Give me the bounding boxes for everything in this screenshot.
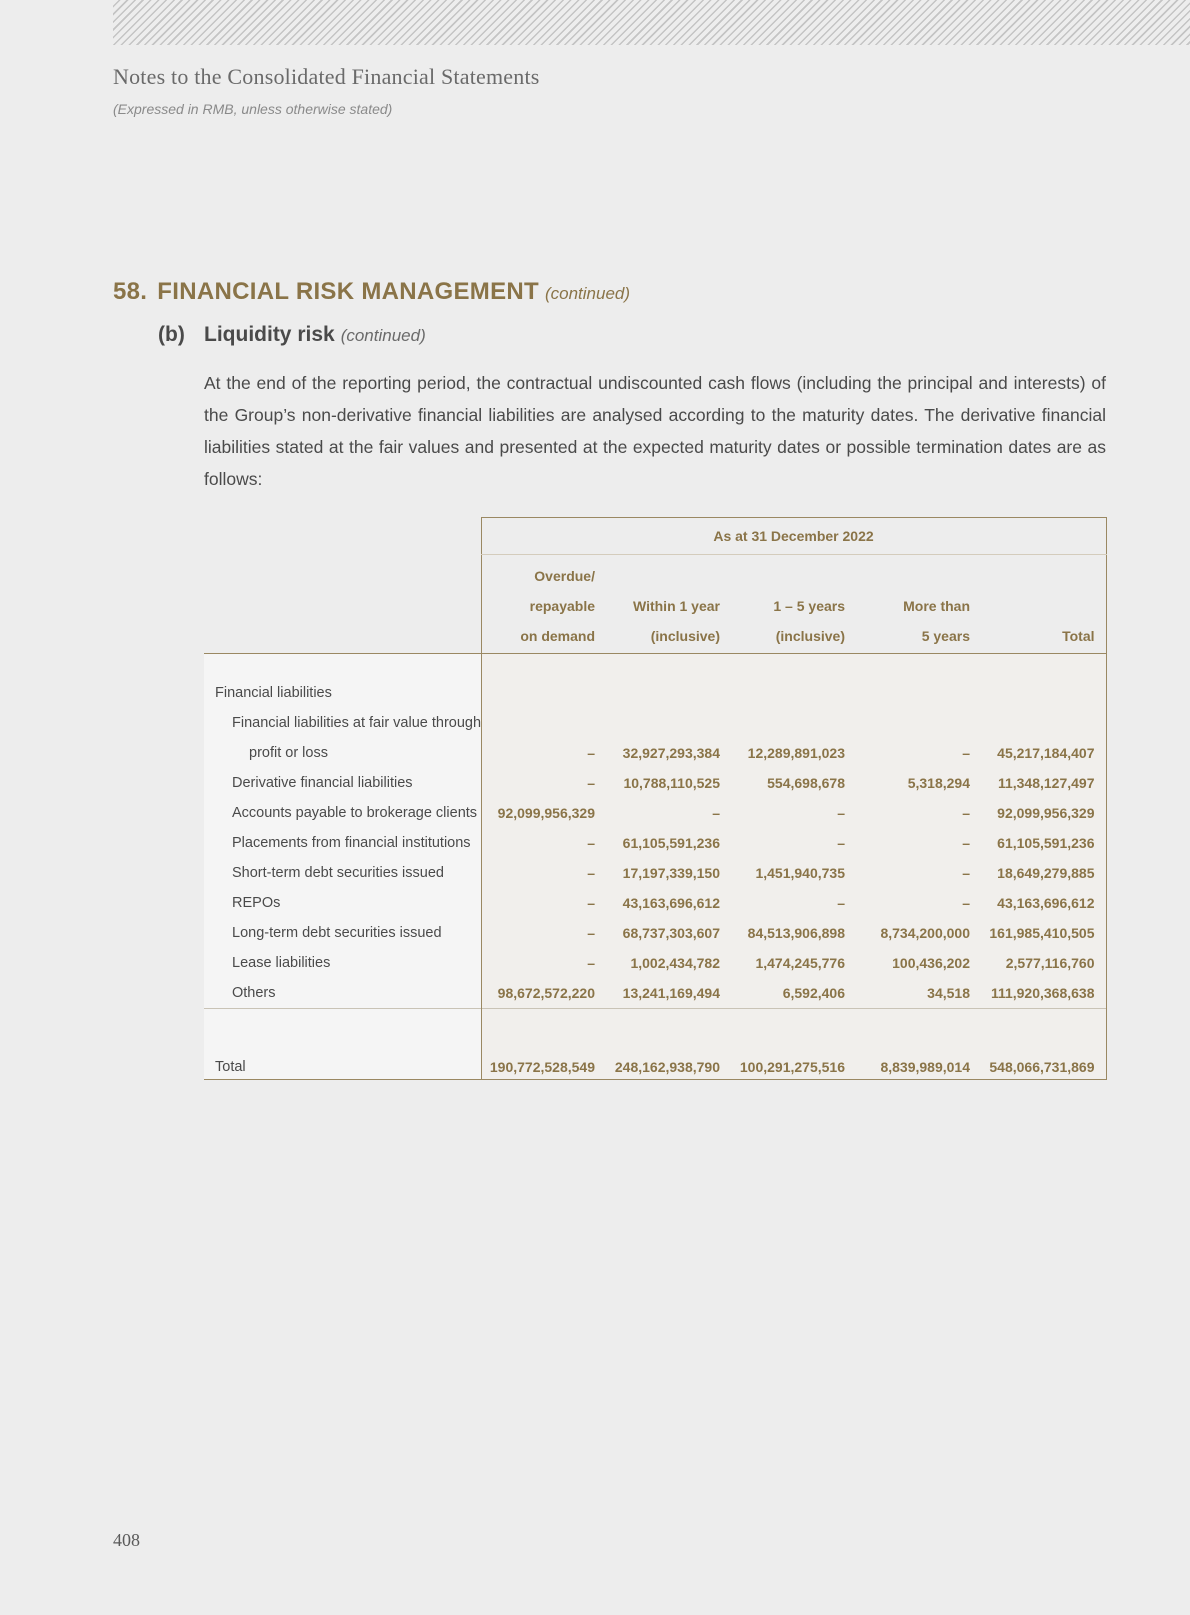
table-cell: – [481, 918, 606, 948]
table-row [204, 828, 1106, 858]
column-header-line: Within 1 year [632, 598, 720, 614]
table-cell: – [481, 858, 606, 888]
maturity-table-container [204, 517, 1106, 1080]
header-blank-2 [204, 555, 481, 654]
table-cell: – [731, 888, 856, 918]
table-cell: 1,451,940,735 [731, 858, 856, 888]
column-header-line: repayable [529, 598, 595, 614]
table-cell: 5,318,294 [856, 768, 981, 798]
subsection-continued: (continued) [340, 326, 426, 345]
table-cell: 43,163,696,612 [606, 888, 731, 918]
table-cell: 248,162,938,790 [606, 1039, 731, 1080]
table-cell: – [606, 798, 731, 828]
column-header-line: More than [903, 598, 970, 614]
table-cell: – [481, 888, 606, 918]
table-cell: 8,839,989,014 [856, 1039, 981, 1080]
table-cell: 61,105,591,236 [606, 828, 731, 858]
table-cell: 17,197,339,150 [606, 858, 731, 888]
table-cell: 45,217,184,407 [981, 738, 1106, 768]
table-cell: – [481, 828, 606, 858]
table-cell: 10,788,110,525 [606, 768, 731, 798]
table-cell: – [856, 738, 981, 768]
column-header [856, 555, 981, 654]
table-cell: – [481, 738, 606, 768]
table-cell: 84,513,906,898 [731, 918, 856, 948]
column-header-line: 5 years [921, 628, 970, 644]
row-label: Others [204, 978, 481, 1009]
table-cell: – [481, 948, 606, 978]
table-cell: 1,002,434,782 [606, 948, 731, 978]
table-cell: 111,920,368,638 [981, 978, 1106, 1009]
table-row [204, 708, 1106, 738]
column-header-line: (inclusive) [650, 628, 720, 644]
table-row [204, 678, 1106, 708]
column-header [606, 555, 731, 654]
table-cell: 1,474,245,776 [731, 948, 856, 978]
table-row [204, 888, 1106, 918]
column-header-line: on demand [520, 628, 595, 644]
column-header [981, 555, 1106, 654]
row-label: Lease liabilities [204, 948, 481, 978]
table-cell: 92,099,956,329 [981, 798, 1106, 828]
table-cell: 92,099,956,329 [481, 798, 606, 828]
period-header: As at 31 December 2022 [481, 518, 1106, 555]
table-row [204, 918, 1106, 948]
table-cell: 98,672,572,220 [481, 978, 606, 1009]
column-header-line: Total [1062, 628, 1095, 644]
row-label: Derivative financial liabilities [204, 768, 481, 798]
section-continued: (continued) [544, 284, 631, 303]
table-cell: 12,289,891,023 [731, 738, 856, 768]
row-label: REPOs [204, 888, 481, 918]
table-cell: 13,241,169,494 [606, 978, 731, 1009]
row-label-continued: profit or loss [204, 738, 481, 768]
table-cell: 32,927,293,384 [606, 738, 731, 768]
section-number: 58. [113, 278, 148, 305]
table-cell: 190,772,528,549 [481, 1039, 606, 1080]
section-title: FINANCIAL RISK MANAGEMENT [157, 278, 539, 305]
row-label: Financial liabilities at fair value through [204, 708, 481, 738]
table-cell: – [856, 888, 981, 918]
page-number: 408 [113, 1530, 140, 1550]
table-cell: – [856, 798, 981, 828]
table-cell: – [731, 828, 856, 858]
row-label: Placements from financial institutions [204, 828, 481, 858]
table-cell: 100,436,202 [856, 948, 981, 978]
table-cell: 554,698,678 [731, 768, 856, 798]
table-cell: – [481, 768, 606, 798]
table-cell: 8,734,200,000 [856, 918, 981, 948]
table-cell: 11,348,127,497 [981, 768, 1106, 798]
table-cell: 34,518 [856, 978, 981, 1009]
table-cell: – [731, 798, 856, 828]
row-label: Long-term debt securities issued [204, 918, 481, 948]
header-hatch-band [113, 0, 1190, 45]
table-cell: 18,649,279,885 [981, 858, 1106, 888]
running-header-subtitle: (Expressed in RMB, unless otherwise stated) [113, 101, 393, 117]
table-row [204, 858, 1106, 888]
maturity-table [204, 517, 1107, 1080]
table-row [204, 738, 1106, 768]
table-cell: 6,592,406 [731, 978, 856, 1009]
group-label: Financial liabilities [204, 678, 481, 708]
table-cell: 43,163,696,612 [981, 888, 1106, 918]
table-cell: 68,737,303,607 [606, 918, 731, 948]
subsection-letter: (b) [158, 323, 185, 346]
column-header-line: 1 – 5 years [773, 598, 845, 614]
intro-paragraph: At the end of the reporting period, the contractual undiscounted cash flows (including the principal and interests) of the Group’s non-derivative financial liabilities are analysed according to the maturity dates. The derivative financial liabilities stated at the fair values and presented at the expected maturity dates or possible termination dates are as follows: [204, 373, 1106, 489]
table-row [204, 978, 1106, 1009]
table-cell: – [856, 858, 981, 888]
column-header [481, 555, 606, 654]
table-cell: 61,105,591,236 [981, 828, 1106, 858]
table-cell: 100,291,275,516 [731, 1039, 856, 1080]
row-label: Accounts payable to brokerage clients [204, 798, 481, 828]
column-header [731, 555, 856, 654]
table-cell: 548,066,731,869 [981, 1039, 1106, 1080]
column-header-line: Overdue/ [534, 568, 595, 584]
table-cell: – [856, 828, 981, 858]
total-row [204, 1039, 1106, 1080]
running-header-title: Notes to the Consolidated Financial Statements [113, 64, 540, 89]
subsection-title: Liquidity risk [204, 323, 335, 346]
table-row [204, 768, 1106, 798]
row-label: Short-term debt securities issued [204, 858, 481, 888]
column-header-line: (inclusive) [775, 628, 845, 644]
table-cell: 161,985,410,505 [981, 918, 1106, 948]
total-label: Total [204, 1039, 481, 1080]
table-cell: 2,577,116,760 [981, 948, 1106, 978]
section-heading [113, 278, 630, 306]
header-blank [204, 518, 481, 555]
table-row [204, 798, 1106, 828]
subsection-heading [158, 323, 426, 347]
table-row [204, 948, 1106, 978]
